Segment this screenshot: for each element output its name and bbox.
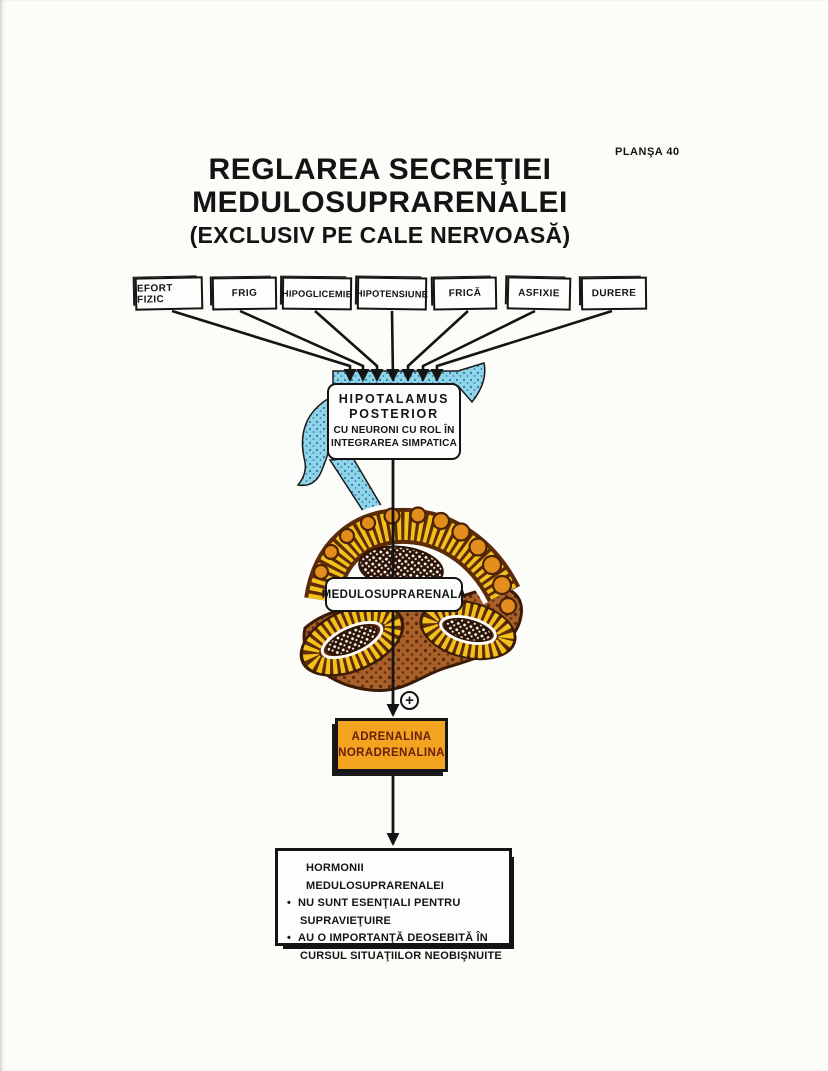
bullet-dot: •	[287, 932, 292, 944]
stimulus-box-frig	[212, 277, 277, 311]
bullet-dot: •	[287, 897, 292, 909]
stimulus-label: DURERE	[591, 287, 637, 300]
title-line-1: REGLAREA SECREŢIEI	[208, 153, 552, 186]
stimulus-arrows	[172, 311, 612, 380]
hormone-line-noradrenalina: NORADRENALINA	[338, 747, 445, 759]
outcome-bullet-1-line-2: SUPRAVIEŢUIRE	[300, 914, 392, 927]
stimulus-label: FRIG	[231, 287, 258, 300]
title-line-2: MEDULOSUPRARENALEI	[192, 186, 568, 219]
gland-label-text: MEDULOSUPRARENALA	[321, 588, 467, 601]
hormones-box	[335, 718, 448, 772]
stimulus-box-asfixie	[507, 276, 572, 310]
page-title	[60, 153, 700, 249]
stimulus-box-durere	[581, 277, 647, 311]
outcome-bullet-1-line-1: • NU SUNT ESENŢIALI PENTRU	[298, 895, 503, 913]
stimulus-label: FRICĂ	[448, 287, 482, 300]
outcome-bullet-2-line-1: • AU O IMPORTANŢĂ DEOSEBITĂ ÎN	[298, 930, 503, 948]
hypothalamus-name-line-1: HIPOTALAMUS	[338, 392, 450, 406]
hypothalamus-desc-line-2: INTEGRAREA SIMPATICA	[330, 437, 458, 449]
outcome-bullet-2-line-2: CURSUL SITUAŢIILOR NEOBIŞNUITE	[300, 949, 502, 962]
hypothalamus-node	[327, 383, 461, 460]
stimulus-box-hipoglicemie	[282, 277, 352, 311]
stimulus-label: HIPOGLICEMIE	[281, 288, 353, 299]
medulosuprarenala-label-box	[321, 577, 467, 612]
plus-stimulation-icon: +	[400, 691, 419, 710]
outcome-box	[275, 848, 512, 962]
hypothalamus-desc-line-1: CU NEURONI CU ROL ÎN	[333, 425, 455, 436]
stimulus-label: EFORT FIZIC	[136, 282, 173, 306]
hypothalamus-name-line-2: POSTERIOR	[349, 407, 439, 421]
hormone-line-adrenalina: ADRENALINA	[351, 731, 432, 743]
stimulus-label: HIPOTENSIUNE	[355, 287, 429, 300]
title-subtitle: (EXCLUSIV PE CALE NERVOASĂ)	[189, 222, 571, 248]
stimulus-box-frica	[433, 276, 498, 310]
stimulus-label: ASFIXIE	[518, 287, 560, 300]
stimulus-box-hipotensiune	[357, 277, 427, 311]
stimulus-box-efort-fizic	[135, 276, 204, 310]
outcome-heading: HORMONII MEDULOSUPRARENALEI	[306, 862, 445, 892]
plate-number-label: PLANŞA 40	[615, 146, 680, 158]
